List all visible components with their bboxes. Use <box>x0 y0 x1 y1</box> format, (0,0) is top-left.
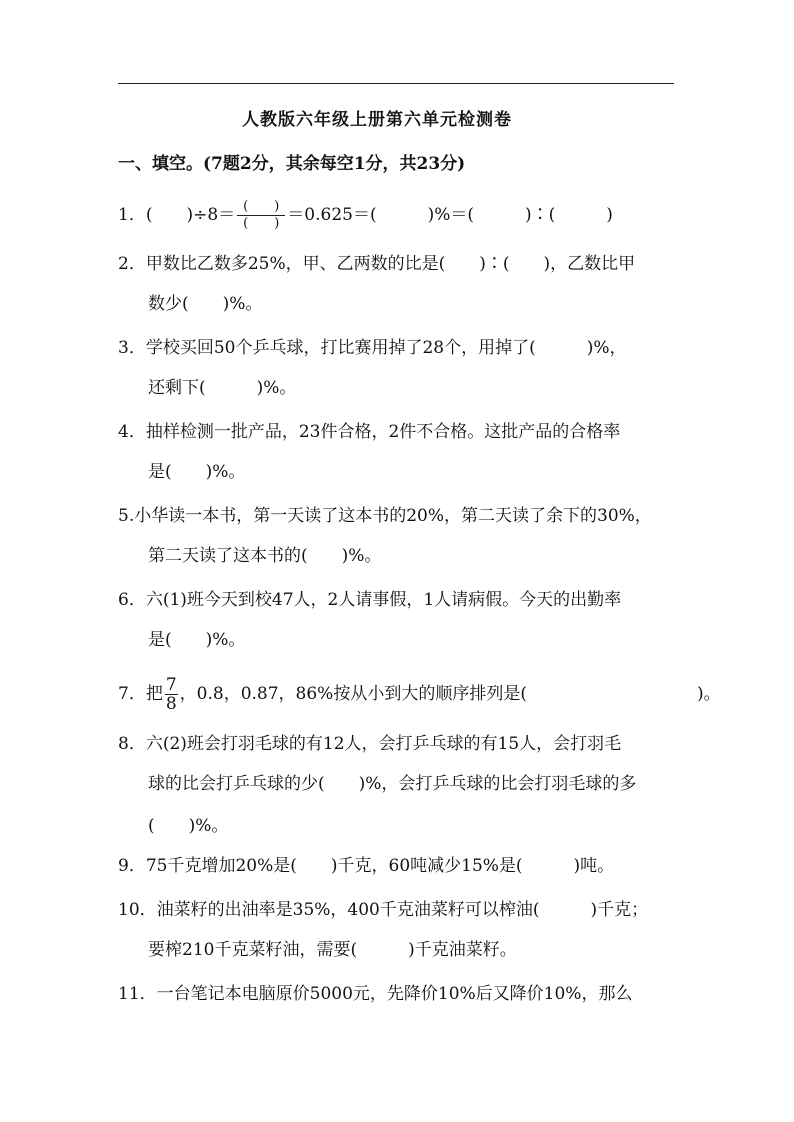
question-8-line-1: 8．六(2)班会打羽毛球的有12人，会打乒乓球的有15人，会打羽毛 <box>118 734 622 754</box>
question-6-line-2: 是( )%。 <box>148 630 246 650</box>
q7-fraction-denominator: 8 <box>165 694 177 714</box>
question-5-line-1: 5.小华读一本书，第一天读了这本书的20%，第二天读了余下的30%， <box>118 506 652 526</box>
question-8-line-3: ( )%。 <box>148 816 229 836</box>
page-title: 人教版六年级上册第六单元检测卷 <box>242 110 512 130</box>
question-9-line-1: 9．75千克增加20%是( )千克，60吨减少15%是( )吨。 <box>118 856 615 876</box>
question-10-line-1: 10．油菜籽的出油率是35%，400千克油菜籽可以榨油( )千克； <box>118 900 649 920</box>
question-3-line-1: 3．学校买回50个乒乓球，打比赛用掉了28个，用掉了( )%， <box>118 338 627 358</box>
q7-fraction <box>165 676 178 713</box>
q7-fraction-numerator: 7 <box>165 675 177 695</box>
question-4-line-2: 是( )%。 <box>148 462 246 482</box>
question-8-line-2: 球的比会打乒乓球的少( )%，会打乒乓球的比会打羽毛球的多 <box>148 774 637 794</box>
q7-text-b: ，0.8，0.87，86%按从小到大的顺序排列是( )。 <box>179 684 721 704</box>
question-7 <box>118 676 721 713</box>
question-6-line-1: 6．六(1)班今天到校47人，2人请事假，1人请病假。今天的出勤率 <box>118 590 622 610</box>
q1-fraction-denominator[interactable]: ( ) <box>243 216 280 231</box>
question-10-line-2: 要榨210千克菜籽油，需要( )千克油菜籽。 <box>148 940 517 960</box>
question-2-line-1: 2．甲数比乙数多25%，甲、乙两数的比是( )∶( )，乙数比甲 <box>118 254 636 274</box>
question-11-line-1: 11．一台笔记本电脑原价5000元，先降价10%后又降价10%，那么 <box>118 984 633 1004</box>
q1-fraction <box>237 199 285 232</box>
question-5-line-2: 第二天读了这本书的( )%。 <box>148 546 382 566</box>
q1-text-b: ＝0.625＝( )%＝( )∶( ) <box>287 205 613 225</box>
question-1 <box>118 199 613 232</box>
question-4-line-1: 4．抽样检测一批产品，23件合格，2件不合格。这批产品的合格率 <box>118 422 621 442</box>
q1-fraction-numerator[interactable]: ( ) <box>237 199 285 216</box>
question-2-line-2: 数少( )%。 <box>148 294 263 314</box>
header-rule <box>118 83 674 84</box>
q1-text-a: 1．( )÷8＝ <box>118 205 236 225</box>
section-heading: 一、填空。(7题2分，其余每空1分，共23分) <box>118 154 466 174</box>
q7-text-a: 7．把 <box>118 684 163 704</box>
question-3-line-2: 还剩下( )%。 <box>148 378 297 398</box>
